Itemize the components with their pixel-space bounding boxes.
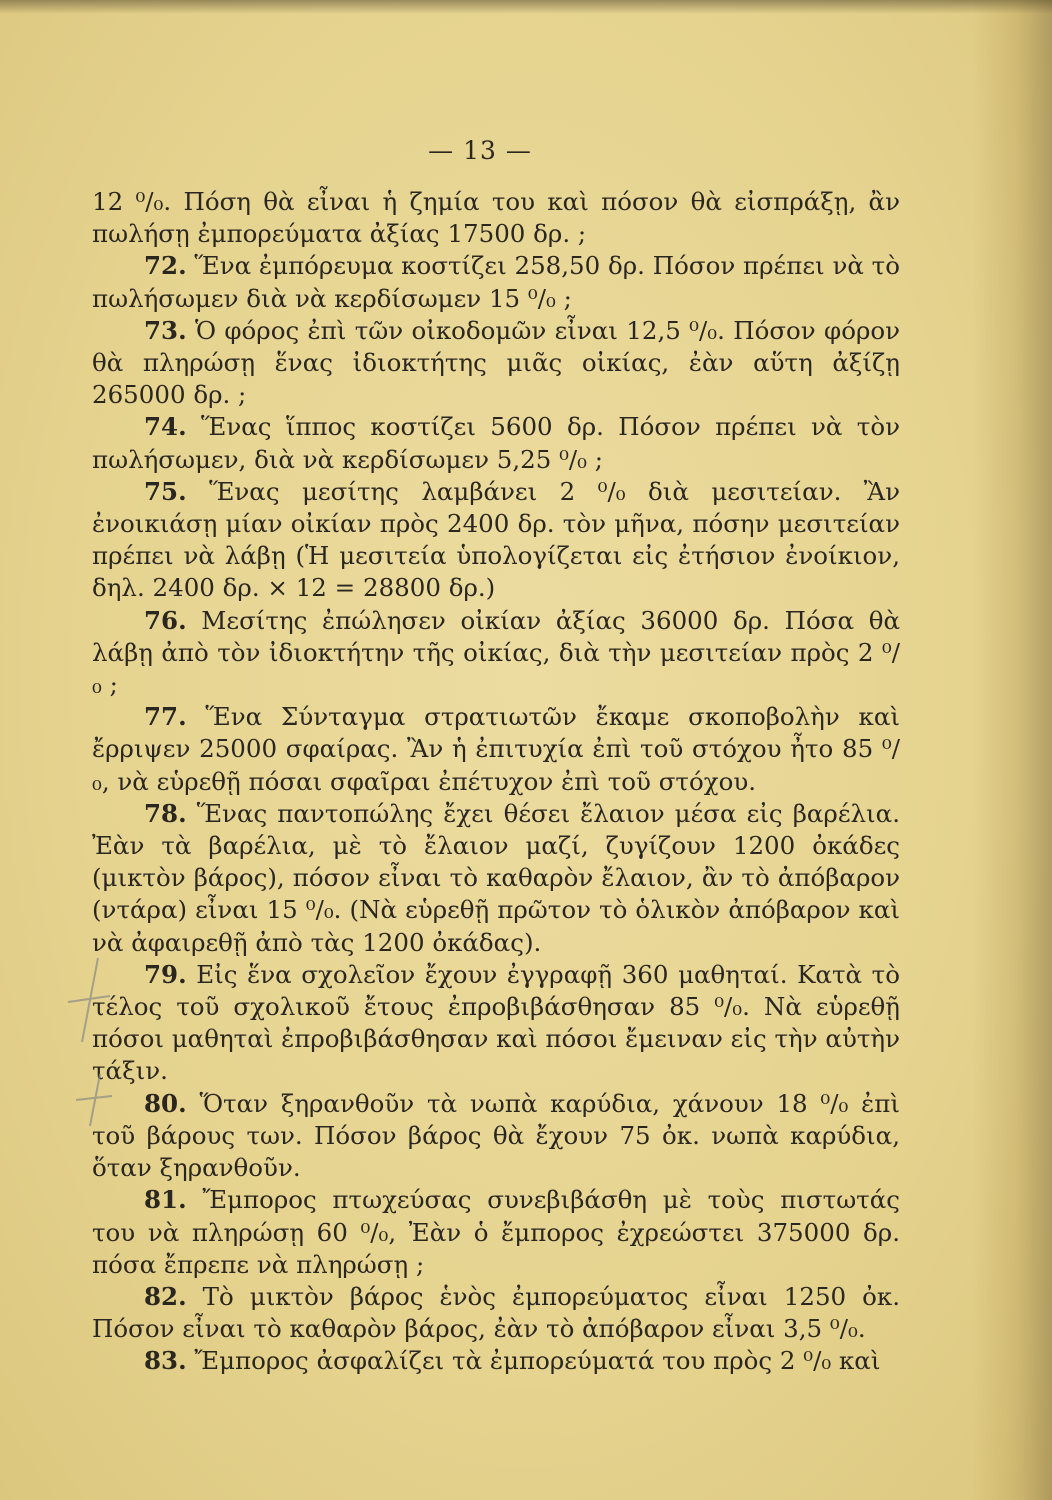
exercise-77: 77. Ἕνα Σύνταγμα στρατιωτῶν ἔκαμε σκοποβολὴν καὶ ἔρριψεν 25000 σφαίρας. Ἂν ἡ ἐπιτυχία ἐπὶ τοῦ στόχου ἦτο 85 ⁰/₀, νὰ εὑρεθῇ πόσαι σφαῖραι ἐπέτυχον ἐπὶ τοῦ στόχου. xyxy=(92,702,900,796)
exercise-75: 75. Ἕνας μεσίτης λαμβάνει 2 ⁰/₀ διὰ μεσιτείαν. Ἂν ἐνοικιάσῃ μίαν οἰκίαν πρὸς 2400 δρ. τὸν μῆνα, πόσην μεσιτείαν πρέπει νὰ λάβῃ (Ἡ μεσιτεία ὑπολογίζεται εἰς ἐτήσιον ἐνοίκιον, δηλ. 2400 δρ. × 12 = 28800 δρ.) xyxy=(92,476,900,603)
page-number: — 13 — xyxy=(428,136,532,165)
pencil-mark-icon xyxy=(70,1070,120,1130)
exercise-83: 83. Ἔμπορος ἀσφαλίζει τὰ ἐμπορεύματά του πρὸς 2 ⁰/₀ καὶ xyxy=(144,1346,881,1376)
exercise-82: 82. Τὸ μικτὸν βάρος ἑνὸς ἐμπορεύματος εἶναι 1250 ὀκ. Πόσον εἶναι τὸ καθαρὸν βάρος, ἐὰν τὸ ἀπόβαρον εἶναι 3,5 ⁰/₀. xyxy=(92,1281,900,1344)
pencil-mark-icon xyxy=(60,950,120,1050)
exercise-79: 79. Εἰς ἕνα σχολεῖον ἔχουν ἐγγραφῇ 360 μαθηταί. Κατὰ τὸ τέλος τοῦ σχολικοῦ ἔτους ἐπροβιβάσθησαν 85 ⁰/₀. Νὰ εὑρεθῇ πόσοι μαθηταὶ ἐπροβιβάσθησαν καὶ πόσοι ἔμειναν εἰς τὴν αὐτὴν τάξιν. xyxy=(92,959,900,1086)
spine-shadow xyxy=(972,0,1052,1500)
exercise-72: 72. Ἕνα ἐμπόρευμα κοστίζει 258,50 δρ. Πόσον πρέπει νὰ τὸ πωλήσωμεν διὰ νὰ κερδίσωμεν 15 ⁰/₀ ; xyxy=(92,251,900,313)
exercise-80: 80. Ὅταν ξηρανθοῦν τὰ νωπὰ καρύδια, χάνουν 18 ⁰/₀ ἐπὶ τοῦ βάρους των. Πόσον βάρος θὰ ἔχουν 75 ὀκ. νωπὰ καρύδια, ὅταν ξηρανθοῦν. xyxy=(92,1088,900,1183)
exercise-74: 74. Ἕνας ἵππος κοστίζει 5600 δρ. Πόσον πρέπει νὰ τὸν πωλήσωμεν, διὰ νὰ κερδίσωμεν 5,25 ⁰/₀ ; xyxy=(92,412,900,474)
top-edge-shadow xyxy=(0,0,1052,14)
exercise-73: 73. Ὁ φόρος ἐπὶ τῶν οἰκοδομῶν εἶναι 12,5 ⁰/₀. Πόσον φόρον θὰ πληρώσῃ ἕνας ἰδιοκτήτης μιᾶς οἰκίας, ἐὰν αὕτη ἀξίζῃ 265000 δρ. ; xyxy=(92,315,900,410)
paragraph-continuation: 12 ⁰/₀. Πόση θὰ εἶναι ἡ ζημία του καὶ πόσον θὰ εἰσπράξῃ, ἂν πωλήσῃ ἐμπορεύματα ἀξίας 17500 δρ. ; xyxy=(92,187,900,249)
exercise-text xyxy=(92,186,900,1378)
exercise-78: 78. Ἕνας παντοπώλης ἔχει θέσει ἔλαιον μέσα εἰς βαρέλια. Ἐὰν τὰ βαρέλια, μὲ τὸ ἔλαιον μαζί, ζυγίζουν 1200 ὀκάδες (μικτὸν βάρος), πόσον εἶναι τὸ καθαρὸν ἔλαιον, ἂν τὸ ἀπόβαρον (ντάρα) εἶναι 15 ⁰/₀. (Νὰ εὑρεθῇ πρῶτον τὸ ὁλικὸν ἀπόβαρον καὶ νὰ ἀφαιρεθῇ ἀπὸ τὰς 1200 ὀκάδας). xyxy=(92,798,900,957)
exercise-81: 81. Ἔμπορος πτωχεύσας συνεβιβάσθη μὲ τοὺς πιστωτάς του νὰ πληρώσῃ 60 ⁰/₀, Ἐὰν ὁ ἔμπορος ἐχρεώστει 375000 δρ. πόσα ἔπρεπε νὰ πληρώσῃ ; xyxy=(92,1185,900,1279)
exercise-76: 76. Μεσίτης ἐπώλησεν οἰκίαν ἀξίας 36000 δρ. Πόσα θὰ λάβῃ ἀπὸ τὸν ἰδιοκτήτην τῆς οἰκίας, διὰ τὴν μεσιτείαν πρὸς 2 ⁰/₀ ; xyxy=(92,605,900,700)
